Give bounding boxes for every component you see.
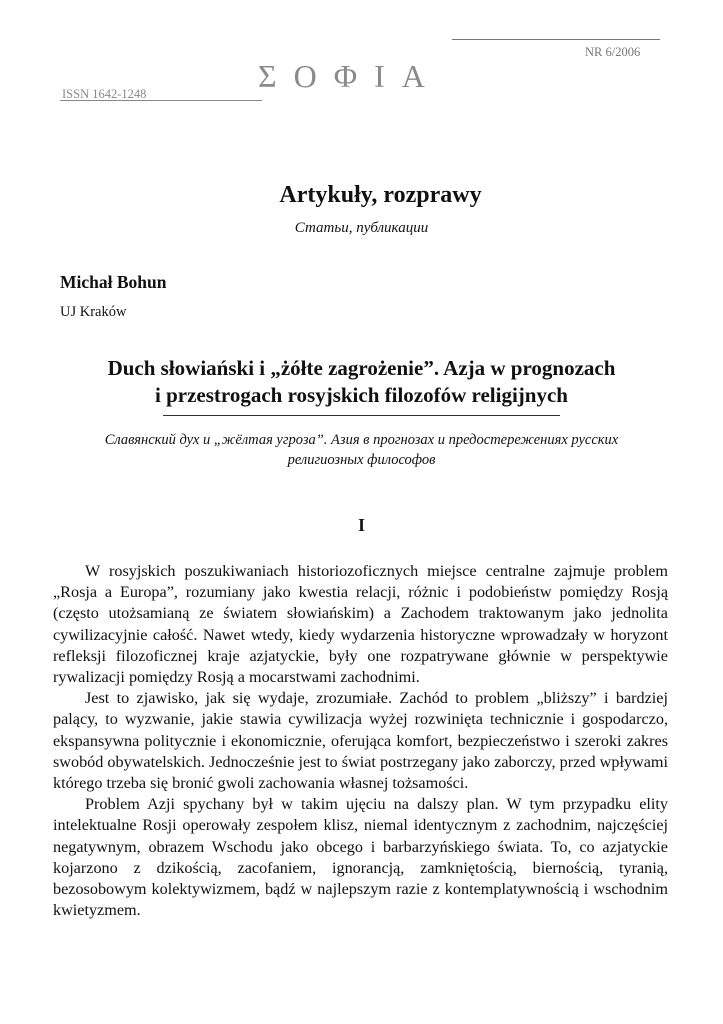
header-top-rule (452, 39, 660, 40)
journal-title: ΣΟΦΙΑ (258, 58, 442, 94)
section-title: Artykuły, rozprawy (279, 182, 482, 208)
title-rule (163, 415, 560, 416)
part-heading: I (358, 515, 365, 535)
article-body (53, 561, 668, 921)
article-title-line: i przestrogach rosyjskich filozofów religijnych (155, 383, 568, 407)
author-name: Michał Bohun (60, 272, 167, 292)
russian-title-line: Славянский дух и „жёлтая угроза”. Азия в прогнозах и предостережениях русских (104, 432, 619, 448)
paragraph: W rosyjskich poszukiwaniach historiozoficznych miejsce centralne zajmuje problem „Rosja a Europa”, rozumiany jako kwestia relacji, różnic i podobieństw pomiędzy Rosją (często utożsamianą ze światem słowiańskim) a Zachodem traktowanym jako jednolita cywilizacyjnie całość. Nawet wtedy, kiedy wydarzenia historyczne wprowadzały w horyzont refleksji filozoficznej kraje azjatyckie, były one rozpatrywane głównie w perspektywie rywalizacji pomiędzy Rosją a mocarstwami zachodnimi. (53, 562, 668, 687)
author-affiliation: UJ Kraków (60, 304, 127, 320)
article-title (40, 355, 683, 409)
paragraph: Jest to zjawisko, jak się wydaje, zrozumiałe. Zachód to problem „bliższy” i bardziej palący, to wyzwanie, jakie stawia cywilizacja wyżej rozwinięta technicznie i gospodarczo, ekspansywna politycznie i ekonomicznie, oferująca komfort, bezpieczeństwo i szeroki zakres swobód obywatelskich. Jednocześnie jest to świat postrzegany jako zaborczy, przed wpływami którego trzeba się bronić gwoli zachowania własnej tożsamości. (53, 689, 668, 793)
issn: ISSN 1642-1248 (62, 87, 147, 101)
russian-title-line: религиозных философов (287, 452, 436, 468)
issn-rule (60, 100, 262, 101)
russian-title (30, 430, 693, 470)
paragraph: Problem Azji spychany był w takim ujęciu na dalszy plan. W tym przypadku elity intelektualne Rosji operowały zespołem klisz, niemal identycznym z zachodnim, najczęściej negatywnym, obrazem Wschodu jako obcego i barbarzyńskiego świata. To, co azjatyckie kojarzono z dzikością, zacofaniem, ignorancją, zamkniętością, biernością, tyranią, bezosobowym kolektywizmem, bądź w najlepszym razie z kontemplatywnością i wschodnim kwietyzmem. (53, 795, 668, 920)
article-title-line: Duch słowiański i „żółte zagrożenie”. Azja w prognozach (107, 356, 616, 380)
issue-number: NR 6/2006 (585, 45, 641, 59)
section-subtitle: Статьи, публикации (294, 220, 429, 236)
